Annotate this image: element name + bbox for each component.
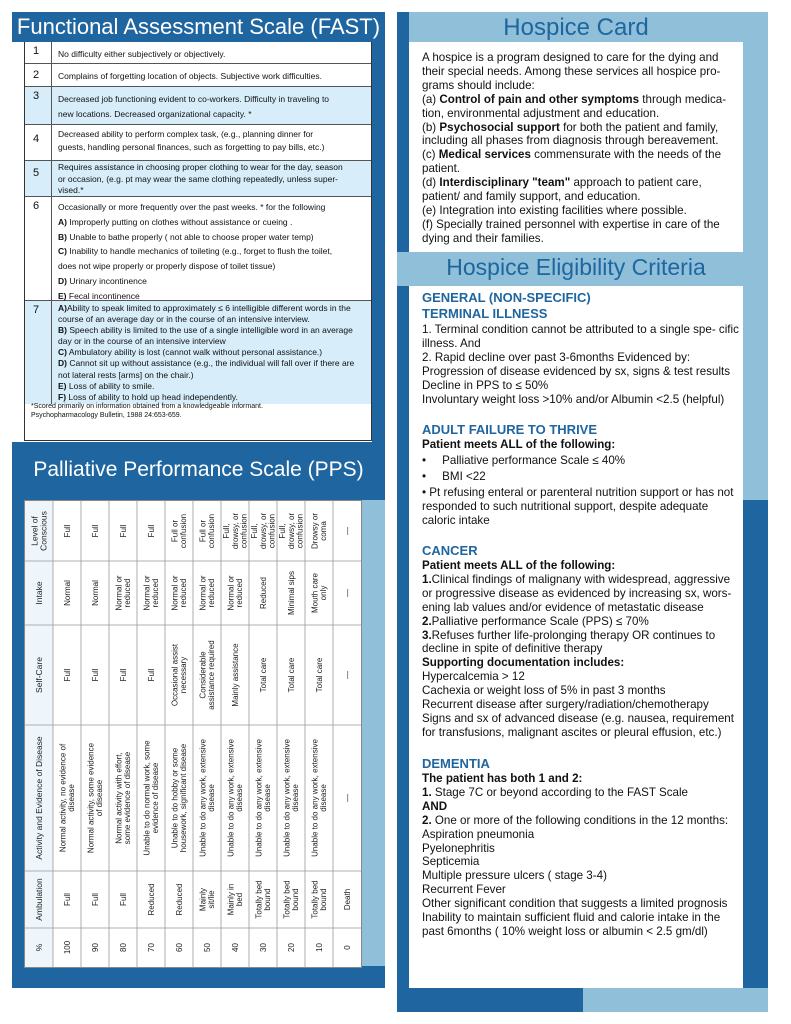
pps-cell: Total care	[314, 657, 324, 693]
pps-cell: Normal	[90, 580, 100, 606]
fast-sub-label: E)	[58, 380, 67, 391]
pps-cell: Normal orreduced	[198, 575, 217, 611]
fast-stage-number: 2	[33, 69, 40, 81]
pps-cell: —	[342, 794, 352, 802]
pps-cell: 50	[202, 943, 212, 952]
pps-cell: 0	[342, 945, 352, 950]
fast-row-4	[25, 125, 371, 161]
fast-row-text: new locations. Decreased organizational capacity. *	[58, 109, 252, 119]
fast-sub-text: Unable to bathe properly ( not able to choose proper water temp)	[69, 231, 314, 242]
pps-cell: Totally bedbound	[282, 880, 301, 919]
dementia-condition: Pyelonephritis	[422, 841, 495, 855]
pps-cell: Full	[118, 668, 128, 682]
fast-row-text: Complains of forgetting location of objects. Subjective work difficulties.	[58, 71, 322, 81]
dementia-condition: Other significant condition that suggests a limited prognosis	[422, 897, 728, 911]
pps-header-label: Intake	[33, 581, 44, 605]
dementia-condition: Inability to maintain sufficient fluid and calorie intake in the past 6months ( 10% weight loss or albumin < 2.5 gm/dl)	[422, 911, 721, 938]
pps-bottom-band	[12, 966, 385, 988]
pps-cell: Normal orreduced	[170, 575, 189, 611]
hospice-item: (f) Specially trained personnel with expertise in care of the dying and their families.	[422, 217, 720, 245]
fast-stage-number: 5	[33, 167, 40, 179]
dementia-condition: Septicemia	[422, 855, 480, 869]
right-left-edge	[397, 12, 409, 1012]
pps-cell: Full	[118, 893, 128, 906]
fast-row-text: vised.*	[58, 185, 84, 195]
fast-row-text: Decreased ability to perform complex task, (e.g., planning dinner for	[58, 129, 314, 139]
pps-cell: Normal orreduced	[114, 575, 133, 611]
pps-cell: Total care	[258, 657, 268, 693]
fast-sub-label: E)	[58, 290, 67, 301]
pps-cell: 100	[62, 940, 72, 955]
fast-sub-text: Urinary incontinence	[69, 275, 147, 286]
pps-cell: Normal activity, no evidence ofdisease	[58, 743, 77, 853]
dementia-condition: Recurrent Fever	[422, 883, 506, 897]
pps-header-label: Ambulation	[33, 878, 44, 921]
cancer-item: 1.Clinical findings of malignany with widespread, aggressive or progressive disease as evidenced by increasing sx, wors- ening lab values and/or evidence of metastatic disease	[422, 572, 732, 614]
dementia-item: 2. One or more of the following conditions in the 12 months:	[422, 813, 729, 827]
cancer-support-item: Recurrent disease after surgery/radiation/chemotherapy	[422, 698, 709, 712]
general-line: Involuntary weight loss >10% and/or Albumin <2.5 (helpful)	[422, 392, 725, 406]
fast-row-6	[25, 197, 371, 301]
fast-row-1	[25, 42, 371, 64]
cancer-lead: Patient meets ALL of the following:	[422, 559, 616, 572]
pps-cell: Unable to do normal work, someevidence of disease	[142, 740, 161, 856]
pps-cell: Drowsy orcoma	[310, 512, 329, 550]
general-heading-line: GENERAL (NON-SPECIFIC)	[422, 290, 591, 305]
pps-cell: Normal activity with effort,some evidence of disease	[114, 751, 133, 845]
pps-header-label: Level ofConscious	[29, 511, 49, 551]
pps-cell: Full	[90, 524, 100, 538]
pps-cell: Mainly assistance	[230, 643, 240, 707]
pps-cell: Full	[146, 524, 156, 538]
fast-sub-label: D)	[58, 358, 67, 369]
pps-cell: Reduced	[174, 883, 184, 916]
pps-cell: Normal activity, some evidenceof disease	[86, 742, 105, 854]
adult-lead: Patient meets ALL of the following:	[422, 438, 616, 451]
dementia-criteria	[422, 772, 740, 939]
pps-cell: Full	[90, 893, 100, 906]
cancer-support-heading: Supporting documentation includes:	[422, 656, 625, 670]
hospice-item: (c) Medical services commensurate with the needs of the patient.	[422, 148, 722, 176]
fast-sub-text: Cannot sit up without assistance (e.g., the individual will fall over if there are not lateral rests [arms] on the chair.)	[58, 358, 355, 380]
general-criteria	[422, 323, 740, 406]
fast-row-5	[25, 161, 371, 197]
pps-cell: Full	[62, 893, 72, 906]
pps-cell: Totally bedbound	[254, 880, 273, 919]
fast-row-3	[25, 87, 371, 125]
pps-cell: Minimal sips	[286, 570, 296, 616]
fast-stage-number: 1	[33, 45, 40, 57]
fast-row-text: Requires assistance in choosing proper clothing to wear for the day, season	[58, 162, 343, 172]
pps-cell: Normal	[62, 580, 72, 606]
dementia-heading: DEMENTIA	[422, 756, 490, 771]
fast-side-bar	[372, 42, 385, 442]
fast-sub-text: Speech ability is limited to the use of a single intelligible word in an average day or in the course of an intensive interview	[58, 325, 353, 347]
pps-cell: Full	[62, 524, 72, 538]
cancer-support-item: Cachexia or weight loss of 5% in past 3 months	[422, 684, 666, 698]
fast-stage-number: 7	[33, 304, 40, 316]
cancer-support-item: Signs and sx of advanced disease (e.g. nausea, requirement for transfusions, malignant ascites or pleural effusion, etc.)	[422, 711, 734, 739]
fast-footnote-line: *Scored primarily on information obtained from a knowledgeable informant.	[31, 403, 263, 410]
general-heading-line: TERMINAL ILLNESS	[422, 306, 548, 321]
dementia-lead: The patient has both 1 and 2:	[422, 772, 583, 785]
pps-cell: 70	[146, 943, 156, 952]
general-heading	[422, 290, 740, 322]
fast-sub-label: C)	[58, 246, 67, 257]
fast-footnote-line: Psychopharmacology Bulletin, 1988 24:653-659.	[31, 412, 182, 419]
pps-cell: Unable to do any work, extensivedisease	[282, 739, 301, 857]
pps-cell: —	[342, 527, 352, 535]
pps-cell: Totally bedbound	[310, 880, 329, 919]
fast-row-text: Occasionally or more frequently over the past weeks. * for the following	[58, 202, 326, 212]
pps-cell: Occasional assistnecessary	[170, 643, 189, 707]
hospice-item: (b) Psychosocial support for both the patient and family, including all phases from diagnosis through bereavement.	[422, 120, 719, 148]
fast-footnote	[31, 402, 367, 420]
right-edge-dark	[743, 500, 768, 1000]
fast-sub-label: C)	[58, 347, 67, 358]
pps-cell: Unable to do any work, extensivedisease	[226, 739, 245, 857]
cancer-item: 3.Refuses further life-prolonging therapy OR continues to decline in spite of definitive therapy	[422, 628, 716, 656]
fast-row-text: No difficulty either subjectively or objectively.	[58, 49, 226, 59]
dementia-item: 1. Stage 7C or beyond according to the FAST Scale	[422, 785, 688, 799]
cancer-item: 2.Palliative performance Scale (PPS) ≤ 70%	[422, 614, 649, 628]
pps-cell: Reduced	[146, 883, 156, 916]
pps-cell: Full,drowsy, orconfusion	[278, 512, 305, 550]
dementia-and: AND	[422, 799, 448, 813]
pps-cell: Normal orreduced	[226, 575, 245, 611]
adult-bullet: • Palliative performance Scale ≤ 40%	[422, 453, 626, 467]
fast-sub-label: A)	[58, 303, 67, 313]
fast-stage-number: 6	[33, 200, 40, 212]
pps-cell: Total care	[286, 657, 296, 693]
cancer-heading: CANCER	[422, 543, 478, 558]
fast-sub-text: Ambulatory ability is lost (cannot walk without personal assistance.)	[68, 347, 323, 358]
pps-cell: Full	[146, 668, 156, 682]
fast-sub-text: Loss of ability to smile.	[68, 380, 155, 391]
pps-cell: Full	[118, 524, 128, 538]
pps-cell: Full orconfusion	[170, 513, 189, 549]
fast-sub-label: A)	[58, 216, 67, 227]
pps-cell: —	[342, 671, 352, 679]
pps-cell: Full,drowsy, orconfusion	[222, 512, 249, 550]
pps-cell: Unable to do hobby or somehousework, significant disease	[170, 743, 189, 853]
pps-cell: 60	[174, 943, 184, 952]
pps-header-label: %	[33, 943, 44, 952]
fast-sub-label: D)	[58, 275, 67, 286]
fast-row-text: or occasion, (e.g. pt may wear the same clothing repeatedly, unless super-	[58, 173, 339, 184]
pps-cell: Mouth careonly	[310, 572, 329, 614]
adult-bullet: • Pt refusing enteral or parenteral nutrition support or has not responded to such nutritional support, despite adequate caloric intake	[422, 485, 734, 527]
fast-sub-text: Loss of ability to hold up head independently.	[68, 391, 238, 402]
general-line: 2. Rapid decline over past 3-6months Evidenced by:	[422, 350, 691, 364]
pps-cell: Mainlysit/lie	[198, 887, 217, 912]
pps-cell: Reduced	[258, 576, 268, 610]
fast-row-7	[25, 301, 371, 404]
pps-cell: Unable to do any work, extensivedisease	[310, 739, 329, 857]
pps-cell: 10	[314, 943, 324, 952]
adult-failure-criteria	[422, 438, 740, 527]
fast-sub-text: Fecal incontinence	[68, 290, 140, 301]
dementia-condition: Aspiration pneumonia	[422, 827, 535, 841]
pps-cell: Considerableassistance required	[198, 640, 217, 710]
adult-failure-heading: ADULT FAILURE TO THRIVE	[422, 422, 598, 437]
general-line: Decline in PPS to ≤ 50%	[422, 378, 549, 392]
pps-header-label: Activity and Evidence of Disease	[33, 736, 44, 860]
fast-stage-number: 3	[33, 90, 40, 102]
pps-cell: Death	[342, 888, 352, 911]
pps-cell: Full	[62, 668, 72, 682]
dementia-condition: Multiple pressure ulcers ( stage 3-4)	[422, 869, 607, 883]
hospice-item: (a) Control of pain and other symptoms through medica- tion, environmental adjustment and education.	[422, 92, 727, 120]
pps-cell: Mainly inbed	[226, 883, 245, 916]
hospice-item: (d) Interdisciplinary "team" approach to patient care, patient/ and family support, and education.	[422, 176, 702, 204]
fast-sub-text: Improperly putting on clothes without assistance or cueing .	[69, 216, 293, 227]
fast-sub-text: does not wipe properly or properly dispose of toilet tissue)	[58, 261, 276, 272]
pps-cell: Unable to do any work, extensivedisease	[198, 739, 217, 857]
pps-cell: 80	[118, 943, 128, 952]
fast-sub-label: B)	[58, 325, 67, 336]
fast-table	[24, 42, 372, 441]
pps-cell: Full,drowsy, orconfusion	[250, 512, 277, 550]
hospice-card-body	[422, 51, 740, 246]
pps-cell: 90	[90, 943, 100, 952]
general-line: Progression of disease evidenced by sx, signs & test results	[422, 364, 731, 378]
pps-cell: 40	[230, 943, 240, 952]
eligibility-title: Hospice Eligibility Criteria	[446, 254, 706, 280]
hospice-item: (e) Integration into existing facilities where possible.	[422, 203, 687, 217]
fast-title: Functional Assessment Scale (FAST)	[16, 14, 381, 39]
hospice-intro: A hospice is a program designed to care for the dying and their special needs. Among these services all hospice pro- grams should include:	[422, 51, 721, 92]
pps-cell: 20	[286, 943, 296, 952]
pps-table	[24, 500, 362, 968]
fast-row-2	[25, 64, 371, 87]
adult-bullet: • BMI <22	[422, 469, 486, 483]
cancer-support-item: Hypercalcemia > 12	[422, 670, 525, 684]
hospice-card-title: Hospice Card	[503, 14, 649, 41]
pps-side-bar	[360, 500, 385, 966]
fast-sub-label: B)	[58, 231, 67, 242]
fast-row-text: guests, handling personal finances, such as forgetting to pay bills, etc.)	[58, 142, 325, 152]
pps-cell: Full orconfusion	[198, 513, 217, 549]
pps-cell: Full	[90, 668, 100, 682]
pps-header-label: Self-Care	[33, 657, 44, 693]
fast-sub-label: F)	[58, 391, 67, 402]
fast-stage-number: 4	[33, 133, 40, 145]
pps-cell: Unable to do any work, extensivedisease	[254, 739, 273, 857]
pps-cell: Normal orreduced	[142, 575, 161, 611]
fast-row-text: Decreased job functioning evident to co-workers. Difficulty in traveling to	[58, 94, 330, 104]
general-line: 1. Terminal condition cannot be attributed to a single spe- cific illness. And	[422, 323, 739, 350]
pps-title: Palliative Performance Scale (PPS)	[33, 458, 364, 481]
pps-cell: —	[342, 589, 352, 597]
right-bottom-dark	[397, 988, 583, 1012]
cancer-criteria	[422, 559, 740, 740]
fast-sub-text: Inability to handle mechanics of toileting (e.g., forget to flush the toilet,	[69, 246, 333, 257]
pps-cell: 30	[258, 943, 268, 952]
pps-table-svg	[25, 501, 361, 967]
fast-sub-text: Ability to speak limited to approximately ≤ 6 intelligible different words in the course of an average day or in the course of an intensive interview.	[58, 303, 351, 325]
right-bottom-light	[583, 988, 768, 1012]
